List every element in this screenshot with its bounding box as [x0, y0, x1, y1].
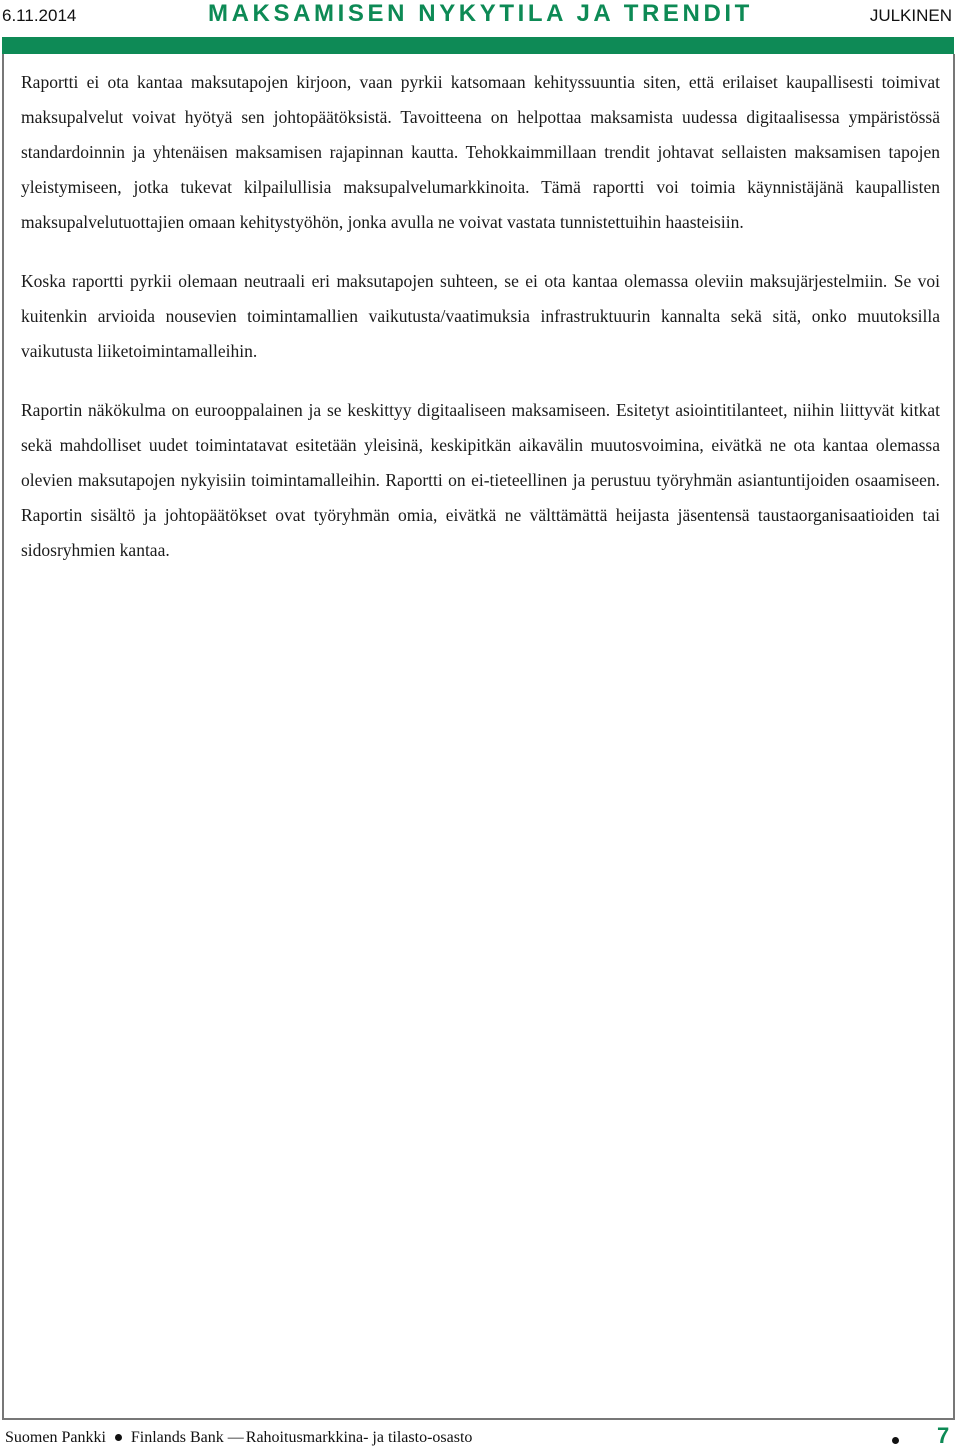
- footer-department: Rahoitusmarkkina- ja tilasto-osasto: [245, 1429, 473, 1446]
- footer-separator-dash: —: [227, 1429, 244, 1446]
- classification-label: JULKINEN: [869, 6, 952, 25]
- paragraph: Raportti ei ota kantaa maksutapojen kirjoon, vaan pyrkii katsomaan kehityssuuntia siten, että erilaiset kaupallisesti toimivat maksupalvelut voivat hyötyä sen johtopäätöksistä. Tavoitteena on helpottaa maksamista uudessa digitaalisessa ympäristössä standardoinnin ja yhtenäisen maksamisen rajapinnan kautta. Tehokkaimmillaan trendit johtavat sellaisten maksamisen tapojen yleistymiseen, jotka tukevat kilpailullisia maksupalvelumarkkinoita. Tämä raportti voi toimia käynnistäjänä kaupallisten maksupalvelutuottajien omaan kehitystyöhön, jonka avulla ne voivat vastata tunnistettuihin haasteisiin.: [21, 72, 940, 232]
- footer-org-sv: Finlands Bank: [130, 1429, 224, 1446]
- bullet-icon: [892, 1437, 899, 1444]
- header-date: 6.11.2014: [2, 6, 77, 25]
- footer-org-fi: Suomen Pankki: [5, 1429, 106, 1446]
- paragraph: Koska raportti pyrkii olemaan neutraali eri maksutapojen suhteen, se ei ota kantaa olemassa oleviin maksujärjestelmiin. Se voi kuitenkin arvioida nousevien toimintamallien vaikutusta/vaatimuksia infrastruktuurin kannalta sekä sitä, onko muutoksilla vaikutusta liiketoimintamalleihin.: [21, 271, 940, 361]
- body-text: [21, 65, 940, 592]
- page-footer: [0, 1425, 960, 1450]
- paragraph: Raportin näkökulma on eurooppalainen ja se keskittyy digitaaliseen maksamiseen. Esitetyt asiointitilanteet, niihin liittyvät kitkat sekä mahdolliset uudet toimintatavat esitetään yleisinä, keskipitkän aikavälin muutosvoimina, eivätkä ne ota kantaa olemassa olevien maksutapojen nykyisiin toimintamalleihin. Raportti on ei-tieteellinen ja perustuu työryhmän asiantuntijoiden osaamiseen. Raportin sisältö ja johtopäätökset ovat työryhmän omia, eivätkä ne välttämättä heijasta jäsentensä taustaorganisaatioiden tai sidosryhmien kantaa.: [21, 400, 940, 560]
- document-title: MAKSAMISEN NYKYTILA JA TRENDIT: [208, 0, 753, 27]
- footer-organization: [5, 1429, 472, 1447]
- page-number: 7: [937, 1423, 950, 1448]
- page-header: [0, 0, 960, 34]
- header-accent-bar: [2, 37, 954, 54]
- bullet-icon: [115, 1434, 122, 1441]
